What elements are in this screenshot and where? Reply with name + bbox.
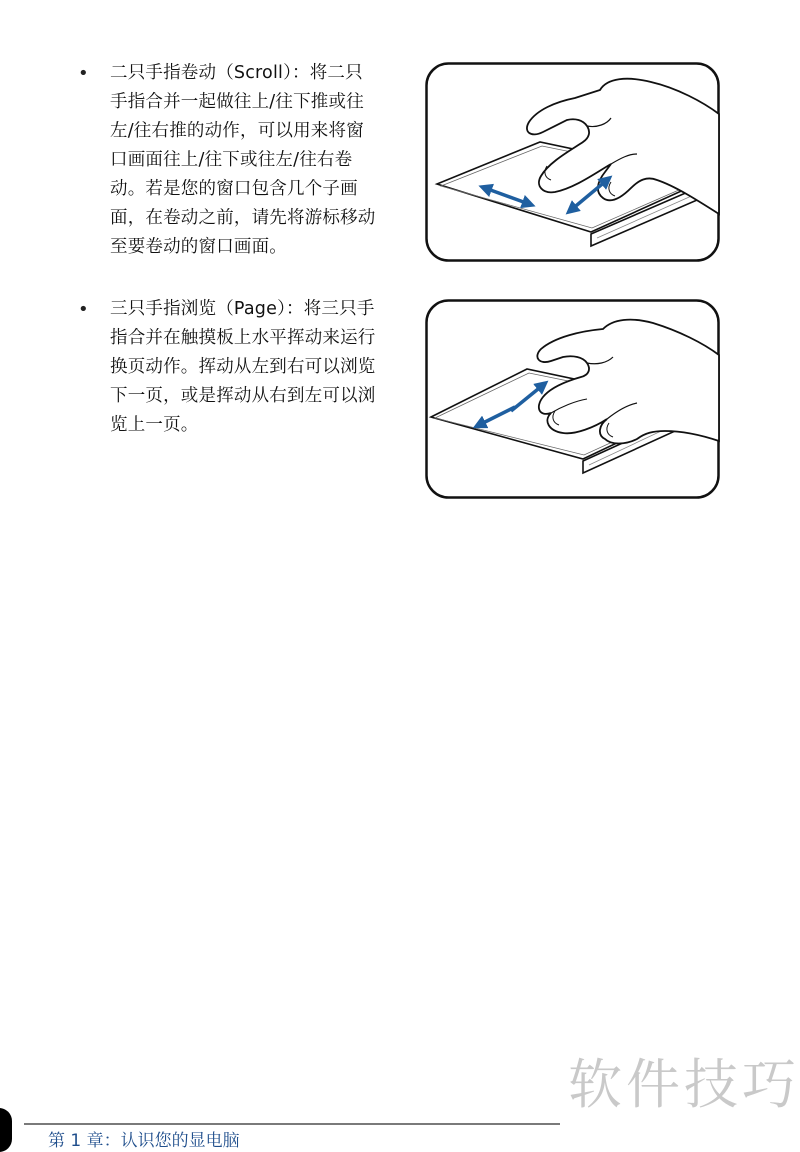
page-number-tab [0, 1108, 12, 1152]
page-description: 三只手指浏览（Page）：将三只手 指合并在触摸板上水平挥动来运行 换页动作。挥动从左到右可以浏览 下一页，或是挥动从右到左可以浏 览上一页。 [110, 299, 376, 435]
bullet-page [78, 295, 408, 445]
footer-divider [24, 1123, 560, 1125]
chapter-footer: 第 1 章：认识您的显电脑 [48, 1131, 240, 1151]
three-finger-page-illustration [425, 299, 720, 499]
bullet-marker: • [78, 299, 89, 320]
two-finger-scroll-illustration [425, 62, 720, 262]
scroll-description: 二只手指卷动（Scroll）：将二只 手指合并一起做往上/往下推或往 左/往右推的动作，可以用来将窗 口画面往上/往下或往左/往右卷 动。若是您的窗口包含几个子画 面，在卷动之前，请先将游标移动 至要卷动的窗口画面。 [110, 63, 376, 257]
watermark: 软件技巧 [568, 1053, 800, 1116]
bullet-marker: • [78, 63, 89, 84]
bullet-scroll [78, 59, 408, 259]
